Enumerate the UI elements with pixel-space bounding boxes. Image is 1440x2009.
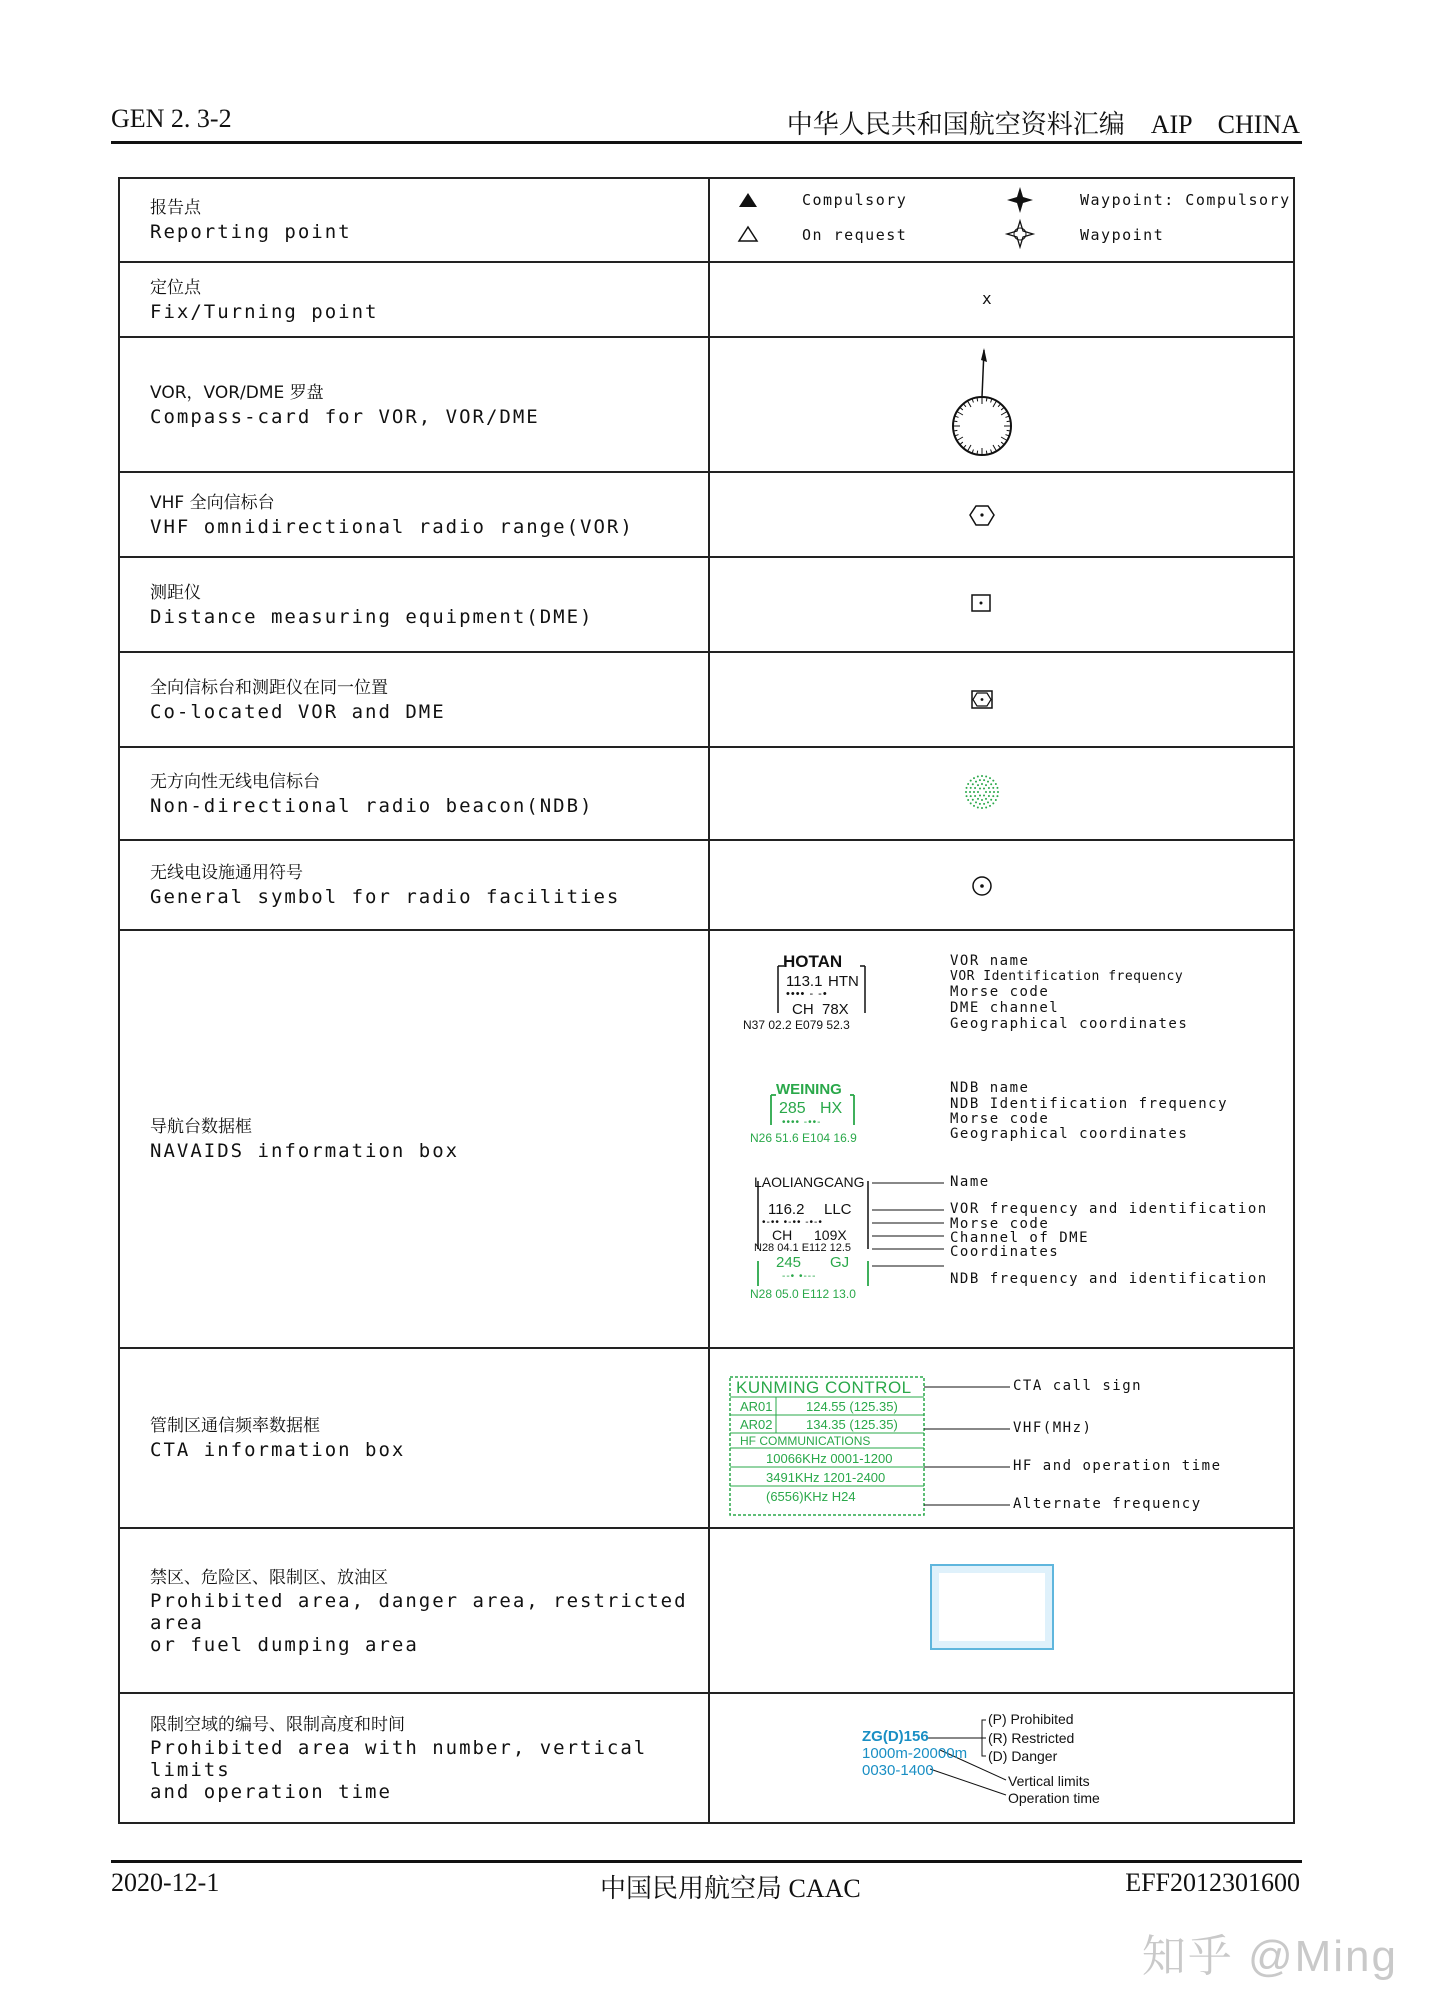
combo-freq: 116.2 — [768, 1201, 805, 1218]
label-zh: 限制空域的编号、限制高度和时间 — [150, 1715, 405, 1735]
row-vor — [120, 473, 1293, 558]
cta-callsign: KUNMING CONTROL — [736, 1378, 912, 1397]
footer-rule — [111, 1860, 1302, 1863]
combo-label-4: Channel of DME — [950, 1230, 1090, 1246]
waypoint-compulsory-icon — [1007, 187, 1033, 213]
on-request-label: On request — [802, 226, 908, 244]
label-cell — [120, 558, 710, 651]
label-cell — [120, 338, 710, 471]
footer-effective: EFF2012301600 — [1125, 1868, 1300, 1897]
symbol-cell — [710, 653, 1293, 746]
symbol-cell — [710, 748, 1293, 839]
vor-dme-icon — [710, 653, 1295, 748]
cta-hf-3: (6556)KHz H24 — [766, 1489, 856, 1504]
restricted-label-time: Operation time — [1008, 1790, 1100, 1806]
label-en: Prohibited area with number, vertical limits — [150, 1737, 648, 1781]
symbol-cell — [710, 1694, 1293, 1822]
ndb-label-4: Geographical coordinates — [950, 1126, 1189, 1142]
restricted-label-vertical: Vertical limits — [1008, 1773, 1090, 1789]
symbol-cell — [710, 1529, 1293, 1692]
vor-ident: HTN — [828, 973, 859, 990]
symbol-cell — [710, 263, 1293, 336]
label-zh: 禁区、危险区、限制区、放油区 — [150, 1567, 388, 1588]
label-zh: 报告点 — [150, 198, 201, 218]
ndb-freq: 285 — [779, 1100, 806, 1117]
ndb-label-1: NDB name — [950, 1080, 1030, 1096]
label-cell — [120, 748, 710, 839]
cta-label-alternate: Alternate frequency — [1013, 1496, 1202, 1512]
symbol-cell — [710, 1349, 1293, 1527]
restricted-area-icon — [710, 1529, 1295, 1694]
label-cell — [120, 263, 710, 336]
label-en: NAVAIDS information box — [150, 1140, 460, 1162]
footer-publisher: 中国民用航空局 CAAC — [600, 1874, 861, 1903]
label-cell — [120, 473, 710, 556]
combo-channel: 109X — [814, 1227, 847, 1243]
row-ndb — [120, 748, 1293, 841]
restricted-label-p: (P) Prohibited — [988, 1711, 1074, 1727]
label-en: Compass-card for VOR, VOR/DME — [150, 405, 540, 428]
combo-coords-2: N28 05.0 E112 13.0 — [750, 1287, 856, 1301]
combo-ndb-ident: GJ — [830, 1254, 850, 1271]
label-cell — [120, 841, 710, 929]
restricted-limits: 1000m-20000m — [862, 1745, 968, 1762]
combo-label-2: VOR frequency and identification — [950, 1201, 1268, 1217]
compass-card-icon — [710, 338, 1295, 473]
cta-label-callsign: CTA call sign — [1013, 1378, 1143, 1394]
combo-name: LAOLIANGCANG — [754, 1174, 865, 1190]
label-zh: 无线电设施通用符号 — [150, 863, 303, 883]
fix-x-icon: x — [982, 289, 994, 308]
label-en: Non-directional radio beacon(NDB) — [150, 794, 594, 817]
ndb-label-2: NDB Identification frequency — [950, 1096, 1229, 1112]
dme-square-icon — [710, 558, 1295, 653]
row-fix — [120, 263, 1293, 338]
row-navaids-box — [120, 931, 1293, 1349]
compulsory-label: Compulsory — [802, 191, 908, 209]
row-compass-card — [120, 338, 1293, 473]
combo-coords-1: N28 04.1 E112 12.5 — [754, 1242, 852, 1254]
label-zh: VOR，VOR/DME 罗盘 — [150, 382, 324, 403]
label-en-2: and operation time — [150, 1781, 392, 1803]
ndb-morse: •••• -••- — [782, 1117, 822, 1128]
label-en: Prohibited area, danger area, restricted area — [150, 1589, 688, 1634]
symbol-cell — [710, 841, 1293, 929]
label-zh: 全向信标台和测距仪在同一位置 — [150, 677, 388, 698]
symbol-cell — [710, 558, 1293, 651]
restricted-time: 0030-1400 — [862, 1762, 934, 1779]
cta-hf-title: HF COMMUNICATIONS — [740, 1434, 871, 1448]
label-en: Distance measuring equipment(DME) — [150, 605, 594, 628]
row-cta-box — [120, 1349, 1293, 1529]
vor-name: HOTAN — [783, 952, 843, 971]
vor-freq: 113.1 — [786, 973, 823, 990]
vor-coords: N37 02.2 E079 52.3 — [743, 1018, 850, 1032]
label-zh: 无方向性无线电信标台 — [150, 771, 320, 792]
symbol-cell — [710, 473, 1293, 556]
combo-ndb-morse: --• •--- — [782, 1271, 817, 1282]
vor-channel: 78X — [822, 1001, 849, 1018]
combo-label-1: Name — [950, 1174, 990, 1190]
row-general-radio — [120, 841, 1293, 931]
restricted-code: ZG(D)156 — [862, 1728, 929, 1745]
vor-hexagon-icon — [710, 473, 1295, 558]
row-vor-dme — [120, 653, 1293, 748]
label-cell — [120, 653, 710, 746]
label-cell — [120, 1694, 710, 1822]
vor-label-4: DME channel — [950, 1000, 1060, 1016]
cta-hf-1: 10066KHz 0001-1200 — [766, 1451, 893, 1466]
label-en: Reporting point — [150, 221, 352, 243]
cta-hf-2: 3491KHz 1201-2400 — [766, 1470, 886, 1485]
combo-label-3: Morse code — [950, 1216, 1050, 1232]
label-zh: 管制区通信频率数据框 — [150, 1416, 320, 1436]
cta-freq-1: 124.55 (125.35) — [806, 1399, 898, 1414]
cta-label-hf: HF and operation time — [1013, 1458, 1222, 1474]
combo-ident: LLC — [824, 1201, 852, 1218]
label-en: Fix/Turning point — [150, 300, 379, 323]
ndb-coords: N26 51.6 E104 16.9 — [750, 1131, 857, 1145]
label-en: VHF omnidirectional radio range(VOR) — [150, 515, 634, 538]
footer-date: 2020-12-1 — [111, 1868, 220, 1897]
header-left: GEN 2. 3-2 — [111, 104, 232, 133]
header-right: 中华人民共和国航空资料汇编 AIP CHINA — [786, 110, 1300, 139]
cta-label-vhf: VHF(MHz) — [1013, 1420, 1093, 1436]
row-dme — [120, 558, 1293, 653]
watermark: 知乎 @Ming — [1141, 1932, 1398, 1981]
row-prohibited-area — [120, 1529, 1293, 1694]
row-restricted-number — [120, 1694, 1293, 1822]
vor-morse: •••• - -• — [786, 988, 828, 1000]
label-zh: 导航台数据框 — [150, 1117, 252, 1137]
label-en: CTA information box — [150, 1439, 406, 1461]
label-cell — [120, 179, 710, 261]
label-zh: 测距仪 — [150, 582, 201, 603]
header-rule — [111, 141, 1302, 144]
waypoint-compulsory-label: Waypoint: Compulsory — [1080, 191, 1291, 209]
symbol-cell — [710, 338, 1293, 471]
label-cell — [120, 931, 710, 1347]
symbol-table — [118, 177, 1295, 1824]
label-en-2: or fuel dumping area — [150, 1633, 419, 1656]
label-cell — [120, 1349, 710, 1527]
vor-label-2: VOR Identification frequency — [950, 969, 1184, 984]
waypoint-label: Waypoint — [1080, 226, 1165, 244]
combo-ch-label: CH — [772, 1227, 793, 1243]
restricted-label-r: (R) Restricted — [988, 1730, 1075, 1746]
row-reporting-point — [120, 179, 1293, 263]
ndb-dotted-icon — [710, 748, 1295, 841]
restricted-label-d: (D) Danger — [988, 1748, 1058, 1764]
label-en: General symbol for radio facilities — [150, 886, 621, 908]
cta-sector-2: AR02 — [740, 1417, 773, 1432]
ndb-name: WEINING — [776, 1081, 842, 1098]
symbol-cell — [710, 179, 1293, 261]
label-zh: 定位点 — [150, 277, 201, 298]
radio-facility-icon — [710, 841, 1295, 931]
on-request-triangle-icon — [739, 227, 757, 241]
compulsory-triangle-icon — [739, 193, 757, 207]
combo-ndb-freq: 245 — [776, 1254, 802, 1271]
waypoint-icon — [1007, 221, 1033, 247]
cta-freq-2: 134.35 (125.35) — [806, 1417, 898, 1432]
label-cell — [120, 1529, 710, 1692]
combo-morse: •-•• •-•• -•-• — [762, 1217, 823, 1228]
vor-label-5: Geographical coordinates — [950, 1016, 1189, 1032]
label-en: Co-located VOR and DME — [150, 700, 446, 723]
ndb-label-3: Morse code — [950, 1111, 1050, 1127]
symbol-cell — [710, 931, 1293, 1347]
ndb-ident: HX — [820, 1100, 843, 1117]
vor-label-3: Morse code — [950, 984, 1050, 1000]
combo-label-6: NDB frequency and identification — [950, 1271, 1268, 1287]
vor-ch-label: CH — [792, 1001, 814, 1018]
vor-label-1: VOR name — [950, 953, 1030, 969]
label-zh: VHF 全向信标台 — [150, 492, 275, 513]
cta-sector-1: AR01 — [740, 1399, 773, 1414]
combo-label-5: Coordinates — [950, 1244, 1060, 1260]
